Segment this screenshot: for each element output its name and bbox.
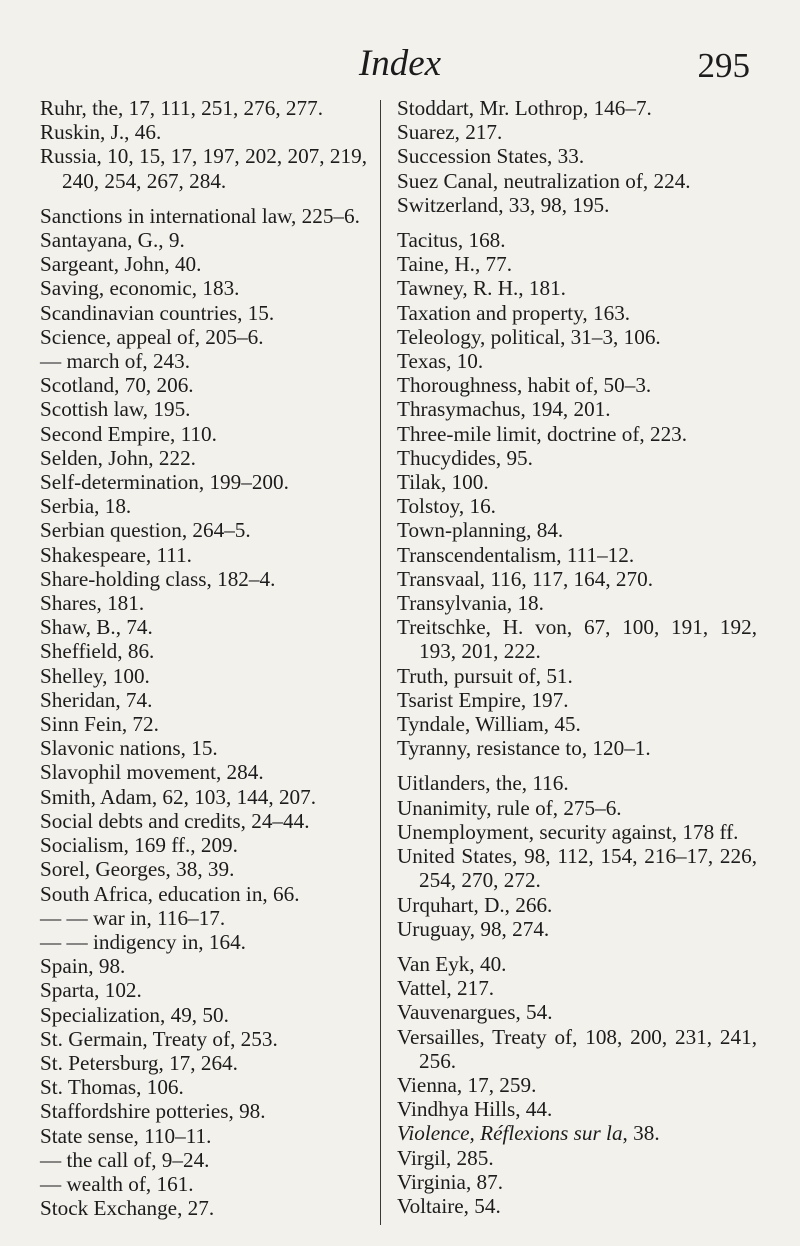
index-entry: Slavophil movement, 284. <box>40 760 264 785</box>
index-entry: Vattel, 217. <box>397 976 495 1001</box>
index-entry: — wealth of, 161. <box>40 1171 194 1196</box>
index-entry: Truth, pursuit of, 51. <box>397 663 573 688</box>
index-entry: Tawney, R. H., 181. <box>397 276 566 301</box>
page-header <box>0 42 800 102</box>
index-entry: Uruguay, 98, 274. <box>397 916 550 941</box>
index-entry: Three-mile limit, doctrine of, 223. <box>397 421 688 446</box>
index-entry: St. Petersburg, 17, 264. <box>40 1050 238 1075</box>
index-column-right <box>397 96 757 1218</box>
letter-section-gap <box>397 760 757 771</box>
index-entry: Tyndale, William, 45. <box>397 712 581 737</box>
index-entry: Sorel, Georges, 38, 39. <box>40 857 235 882</box>
index-entry: Scandinavian countries, 15. <box>40 300 275 325</box>
index-entry: Tilak, 100. <box>397 470 489 495</box>
page-title: Index <box>358 43 442 84</box>
index-entry: Self-determination, 199–200. <box>40 470 289 495</box>
index-entry: Scotland, 70, 206. <box>40 373 194 398</box>
index-entry: Thoroughness, habit of, 50–3. <box>397 373 652 398</box>
index-entry: Second Empire, 110. <box>40 421 217 446</box>
index-entry: Suarez, 217. <box>397 120 503 145</box>
index-entry: Urquhart, D., 266. <box>397 892 553 917</box>
index-entry: Stoddart, Mr. Lothrop, 146–7. <box>397 96 652 120</box>
index-entry: Tsarist Empire, 197. <box>397 687 569 712</box>
index-entry: Tolstoy, 16. <box>397 494 496 519</box>
index-entry: Tacitus, 168. <box>397 228 506 253</box>
index-entry: — — indigency in, 164. <box>40 929 246 954</box>
index-entry: Selden, John, 222. <box>40 445 196 470</box>
index-entry: Tyranny, resistance to, 120–1. <box>397 736 651 761</box>
index-entry: Serbia, 18. <box>40 494 132 519</box>
index-entry: Smith, Adam, 62, 103, 144, 207. <box>40 784 317 809</box>
index-entry: Thrasymachus, 194, 201. <box>397 397 611 422</box>
index-entry: Transylvania, 18. <box>397 591 544 616</box>
index-entry: Unemployment, security against, 178 ff. <box>397 819 739 844</box>
index-entry: Ruhr, the, 17, 111, 251, 276, 277. <box>40 96 324 120</box>
index-entry: Shares, 181. <box>40 591 145 616</box>
index-entry: Slavonic nations, 15. <box>40 736 218 761</box>
index-entry: Voltaire, 54. <box>397 1193 501 1218</box>
index-entry: Sinn Fein, 72. <box>40 712 159 737</box>
index-entry: Sanctions in international law, 225–6. <box>40 203 360 228</box>
index-entry: Shelley, 100. <box>40 663 150 688</box>
index-entry: Socialism, 169 ff., 209. <box>40 833 238 858</box>
index-entry: Saving, economic, 183. <box>40 276 240 301</box>
index-entry: Sargeant, John, 40. <box>40 252 202 277</box>
index-entry: Social debts and credits, 24–44. <box>40 808 310 833</box>
index-entry: Share-holding class, 182–4. <box>40 566 276 591</box>
index-entry: Science, appeal of, 205–6. <box>40 324 264 349</box>
index-entry: Stock Exchange, 27. <box>40 1196 215 1221</box>
index-entry: St. Germain, Treaty of, 253. <box>40 1026 278 1051</box>
index-entry: South Africa, education in, 66. <box>40 881 300 906</box>
index-entry: Vauvenargues, 54. <box>397 1000 553 1025</box>
index-entry: Shakespeare, 111. <box>40 542 192 567</box>
index-entry: United States, 98, 112, 154, 216–17, 226, 254, 270, 272. <box>397 844 757 893</box>
index-entry: Sheffield, 86. <box>40 639 155 664</box>
page-number: 295 <box>697 46 750 85</box>
index-entry: Violence, Réflexions sur la, 38. <box>397 1121 660 1146</box>
index-entry: Thucydides, 95. <box>397 445 533 470</box>
index-entry: Switzerland, 33, 98, 195. <box>397 192 610 217</box>
index-entry: Vienna, 17, 259. <box>397 1072 537 1097</box>
index-entry: Transvaal, 116, 117, 164, 270. <box>397 566 654 591</box>
index-entry: Spain, 98. <box>40 954 126 979</box>
index-entry: Texas, 10. <box>397 349 484 374</box>
index-entry: Virginia, 87. <box>397 1169 504 1194</box>
index-entry: Teleology, political, 31–3, 106. <box>397 324 661 349</box>
index-entry: St. Thomas, 106. <box>40 1075 184 1100</box>
letter-section-gap <box>397 941 757 952</box>
index-entry: Transcendentalism, 111–12. <box>397 542 635 567</box>
index-entry: Town-planning, 84. <box>397 518 564 543</box>
index-entry: Succession States, 33. <box>397 144 585 169</box>
index-entry: Shaw, B., 74. <box>40 615 153 640</box>
index-entry: Serbian question, 264–5. <box>40 518 251 543</box>
index-entry: Sheridan, 74. <box>40 687 153 712</box>
index-entry: State sense, 110–11. <box>40 1123 212 1148</box>
index-entry: Sparta, 102. <box>40 978 142 1003</box>
index-column-left <box>40 96 367 1220</box>
index-entry: Virgil, 285. <box>397 1145 494 1170</box>
index-entry: Russia, 10, 15, 17, 197, 202, 207, 219, 240, 254, 267, 284. <box>40 144 367 193</box>
index-entry: — march of, 243. <box>40 349 191 374</box>
index-entry: Scottish law, 195. <box>40 397 191 422</box>
letter-section-gap <box>397 217 757 228</box>
index-entry: Suez Canal, neutralization of, 224. <box>397 168 691 193</box>
index-entry: Uitlanders, the, 116. <box>397 771 569 796</box>
index-entry: — the call of, 9–24. <box>40 1147 210 1172</box>
index-entry: Staffordshire potteries, 98. <box>40 1099 266 1124</box>
letter-section-gap <box>40 193 367 204</box>
index-entry: Ruskin, J., 46. <box>40 120 162 145</box>
index-entry: Vindhya Hills, 44. <box>397 1097 553 1122</box>
index-entry: Van Eyk, 40. <box>397 951 507 976</box>
index-entry: Taine, H., 77. <box>397 252 513 277</box>
index-entry: Unanimity, rule of, 275–6. <box>397 795 622 820</box>
index-entry: — — war in, 116–17. <box>40 905 226 930</box>
index-entry: Versailles, Treaty of, 108, 200, 231, 241, 256. <box>397 1024 757 1073</box>
index-entry: Taxation and property, 163. <box>397 300 631 325</box>
index-entry: Treitschke, H. von, 67, 100, 191, 192, 193, 201, 222. <box>397 615 757 664</box>
index-entry: Santayana, G., 9. <box>40 228 185 253</box>
column-divider <box>380 100 381 1225</box>
index-entry: Specialization, 49, 50. <box>40 1002 229 1027</box>
